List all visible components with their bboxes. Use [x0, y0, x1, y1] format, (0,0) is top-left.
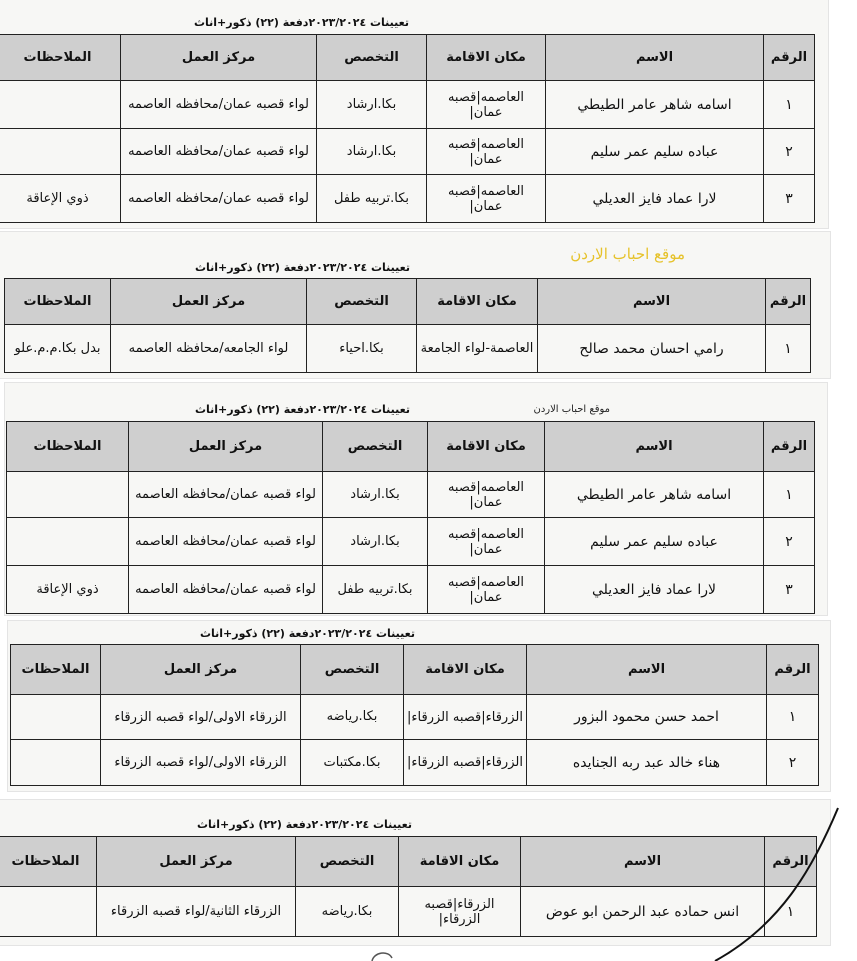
- row-specialty: بكا.ارشاد: [317, 81, 427, 129]
- row-residence: العاصمه|قصبه عمان|: [428, 518, 545, 566]
- header-specialty: التخصص: [296, 837, 399, 887]
- row-num: ٣: [764, 175, 815, 223]
- row-num: ٢: [767, 740, 819, 786]
- row-workplace: الزرقاء الاولى/لواء قصبه الزرقاء: [101, 740, 301, 786]
- table-row: [0, 129, 815, 175]
- row-specialty: بكا.ارشاد: [323, 472, 428, 518]
- sheet-5-table: [0, 836, 817, 937]
- sheet-2-title: تعيينات ٢٠٢٣/٢٠٢٤دفعة (٢٢) ذكور+اناث: [194, 261, 410, 274]
- row-notes: ذوي الإعاقة: [7, 566, 129, 614]
- sheet-4-title: تعيينات ٢٠٢٣/٢٠٢٤دفعة (٢٢) ذكور+اناث: [199, 627, 415, 640]
- row-workplace: لواء قصبه عمان/محافظه العاصمه: [121, 175, 317, 223]
- row-workplace: لواء قصبه عمان/محافظه العاصمه: [121, 129, 317, 175]
- table-row: [0, 887, 817, 937]
- row-specialty: بكا.ارشاد: [317, 129, 427, 175]
- header-name: الاسم: [545, 422, 764, 472]
- watermark-yellow: موقع احباب الاردن: [570, 245, 685, 263]
- header-notes: الملاحظات: [5, 279, 111, 325]
- row-name: رامي احسان محمد صالح: [538, 325, 766, 373]
- table-row: [7, 472, 815, 518]
- row-num: ٣: [764, 566, 815, 614]
- row-residence: الزرقاء|قصبه الزرقاء|: [399, 887, 521, 937]
- row-specialty: بكا.رياضه: [301, 695, 404, 740]
- table-row: [5, 325, 811, 373]
- table-row: [11, 695, 819, 740]
- table-header: [5, 279, 811, 325]
- header-num: الرقم: [764, 35, 815, 81]
- row-name: هناء خالد عبد ربه الجنايده: [527, 740, 767, 786]
- row-residence: العاصمه|قصبه عمان|: [427, 175, 546, 223]
- row-num: ١: [765, 887, 817, 937]
- row-workplace: لواء قصبه عمان/محافظه العاصمه: [129, 566, 323, 614]
- row-residence: العاصمة-لواء الجامعة: [417, 325, 538, 373]
- row-name: اسامه شاهر عامر الطيطي: [545, 472, 764, 518]
- header-name: الاسم: [527, 645, 767, 695]
- table-row: [11, 740, 819, 786]
- header-workplace: مركز العمل: [111, 279, 307, 325]
- row-name: عباده سليم عمر سليم: [545, 518, 764, 566]
- row-num: ١: [766, 325, 811, 373]
- header-residence: مكان الاقامة: [427, 35, 546, 81]
- header-residence: مكان الاقامة: [428, 422, 545, 472]
- table-row: [7, 518, 815, 566]
- row-notes: [0, 887, 97, 937]
- row-workplace: لواء قصبه عمان/محافظه العاصمه: [129, 472, 323, 518]
- sheet-1-title: تعيينات ٢٠٢٣/٢٠٢٤دفعة (٢٢) ذكور+اناث: [193, 16, 409, 29]
- header-specialty: التخصص: [307, 279, 417, 325]
- row-name: عباده سليم عمر سليم: [546, 129, 764, 175]
- row-residence: الزرقاء|قصبه الزرقاء|: [404, 740, 527, 786]
- row-notes: [0, 129, 121, 175]
- row-workplace: الزرقاء الاولى/لواء قصبه الزرقاء: [101, 695, 301, 740]
- header-specialty: التخصص: [317, 35, 427, 81]
- row-num: ٢: [764, 518, 815, 566]
- row-name: انس حماده عبد الرحمن ابو عوض: [521, 887, 765, 937]
- header-num: الرقم: [765, 837, 817, 887]
- header-notes: الملاحظات: [7, 422, 129, 472]
- row-specialty: بكا.تربيه طفل: [317, 175, 427, 223]
- table-header: [11, 645, 819, 695]
- row-workplace: لواء قصبه عمان/محافظه العاصمه: [129, 518, 323, 566]
- row-residence: العاصمه|قصبه عمان|: [427, 129, 546, 175]
- header-residence: مكان الاقامة: [417, 279, 538, 325]
- row-notes: [0, 81, 121, 129]
- sheet-5-title: تعيينات ٢٠٢٣/٢٠٢٤دفعة (٢٢) ذكور+اناث: [196, 818, 412, 831]
- header-workplace: مركز العمل: [121, 35, 317, 81]
- header-notes: الملاحظات: [0, 35, 121, 81]
- header-name: الاسم: [546, 35, 764, 81]
- header-num: الرقم: [766, 279, 811, 325]
- table-header: [7, 422, 815, 472]
- row-num: ٢: [764, 129, 815, 175]
- row-residence: العاصمه|قصبه عمان|: [428, 472, 545, 518]
- row-num: ١: [764, 472, 815, 518]
- row-workplace: لواء قصبه عمان/محافظه العاصمه: [121, 81, 317, 129]
- row-specialty: بكا.ارشاد: [323, 518, 428, 566]
- sheet-1-table: [0, 34, 815, 223]
- sheet-3-table: [6, 421, 815, 614]
- row-residence: الزرقاء|قصبه الزرقاء|: [404, 695, 527, 740]
- header-name: الاسم: [521, 837, 765, 887]
- row-residence: العاصمه|قصبه عمان|: [428, 566, 545, 614]
- row-notes: [11, 740, 101, 786]
- table-header: [0, 837, 817, 887]
- row-name: لارا عماد فايز العديلي: [546, 175, 764, 223]
- header-notes: الملاحظات: [11, 645, 101, 695]
- row-num: ١: [767, 695, 819, 740]
- row-name: اسامه شاهر عامر الطيطي: [546, 81, 764, 129]
- row-residence: العاصمه|قصبه عمان|: [427, 81, 546, 129]
- header-workplace: مركز العمل: [129, 422, 323, 472]
- header-num: الرقم: [767, 645, 819, 695]
- row-name: احمد حسن محمود البزور: [527, 695, 767, 740]
- row-name: لارا عماد فايز العديلي: [545, 566, 764, 614]
- header-residence: مكان الاقامة: [399, 837, 521, 887]
- row-notes: [7, 472, 129, 518]
- header-residence: مكان الاقامة: [404, 645, 527, 695]
- sheet-3-title: تعيينات ٢٠٢٣/٢٠٢٤دفعة (٢٢) ذكور+اناث: [194, 403, 410, 416]
- row-notes: [11, 695, 101, 740]
- row-specialty: بكا.تربيه طفل: [323, 566, 428, 614]
- row-num: ١: [764, 81, 815, 129]
- header-num: الرقم: [764, 422, 815, 472]
- row-specialty: بكا.مكتبات: [301, 740, 404, 786]
- table-row: [0, 81, 815, 129]
- watermark-dark: موقع احباب الاردن: [533, 404, 610, 415]
- row-workplace: لواء الجامعه/محافظه العاصمه: [111, 325, 307, 373]
- header-name: الاسم: [538, 279, 766, 325]
- header-specialty: التخصص: [323, 422, 428, 472]
- sheet-4-table: [10, 644, 819, 786]
- table-row: [7, 566, 815, 614]
- table-header: [0, 35, 815, 81]
- row-specialty: بكا.رياضه: [296, 887, 399, 937]
- header-specialty: التخصص: [301, 645, 404, 695]
- row-notes: ذوي الإعاقة: [0, 175, 121, 223]
- table-row: [0, 175, 815, 223]
- header-workplace: مركز العمل: [101, 645, 301, 695]
- row-workplace: الزرقاء الثانية/لواء قصبه الزرقاء: [97, 887, 296, 937]
- header-workplace: مركز العمل: [97, 837, 296, 887]
- row-specialty: بكا.احياء: [307, 325, 417, 373]
- sheet-2-table: [4, 278, 811, 373]
- row-notes: بدل بكا.م.م.علو: [5, 325, 111, 373]
- row-notes: [7, 518, 129, 566]
- header-notes: الملاحظات: [0, 837, 97, 887]
